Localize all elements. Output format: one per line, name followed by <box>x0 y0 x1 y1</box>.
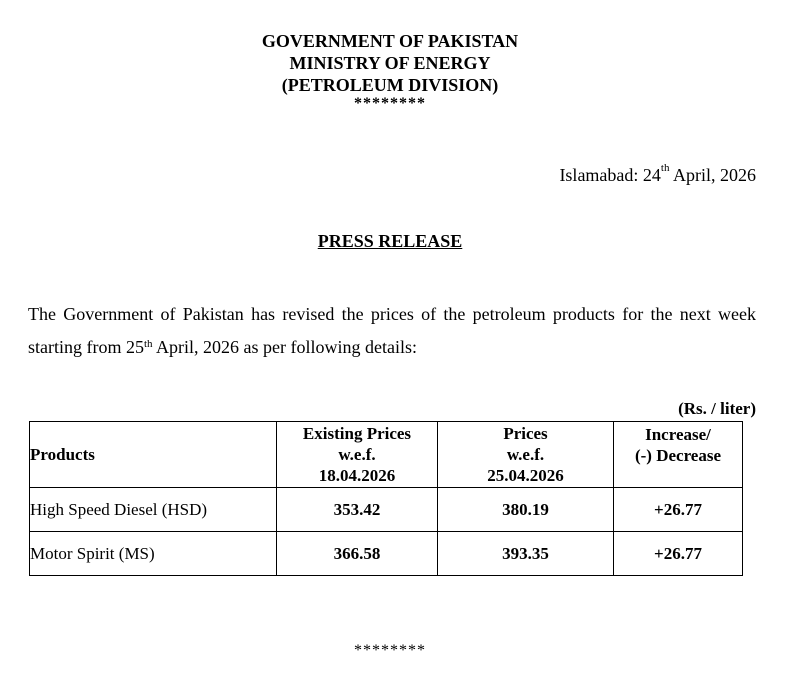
header-new-line3: 25.04.2026 <box>487 466 564 485</box>
intro-text-1: The Government of Pakistan has revised the prices of the petroleum products for the next week starting from 25 <box>28 304 756 357</box>
intro-paragraph <box>28 298 756 364</box>
price-change: +26.77 <box>614 488 743 532</box>
price-table <box>29 421 743 576</box>
table-header-row <box>30 422 743 488</box>
header-change-line2: (-) Decrease <box>634 446 722 465</box>
footer-stars: ******** <box>354 642 426 659</box>
date-month-year: April, 2026 <box>669 165 756 185</box>
price-unit-label: (Rs. / liter) <box>678 399 756 418</box>
product-name: High Speed Diesel (HSD) <box>30 488 277 532</box>
product-name: Motor Spirit (MS) <box>30 532 277 576</box>
intro-text-2: April, 2026 as per following details: <box>152 337 418 357</box>
govt-title: GOVERNMENT OF PAKISTAN <box>261 31 519 51</box>
header-existing-line2: w.e.f. <box>338 445 376 464</box>
header-existing-price <box>277 422 438 488</box>
header-products: Products <box>30 422 277 488</box>
price-change: +26.77 <box>614 532 743 576</box>
header-change <box>614 422 743 488</box>
header-new-price <box>438 422 614 488</box>
issue-date <box>559 162 756 186</box>
table-row <box>30 488 743 532</box>
division-title: (PETROLEUM DIVISION) <box>281 75 499 95</box>
new-price: 393.35 <box>438 532 614 576</box>
header-existing-line1: Existing Prices <box>302 424 412 443</box>
date-ordinal: th <box>660 162 670 174</box>
existing-price: 353.42 <box>277 488 438 532</box>
header-change-line1: Increase/ <box>645 425 711 444</box>
existing-price: 366.58 <box>277 532 438 576</box>
new-price: 380.19 <box>438 488 614 532</box>
press-release-title: PRESS RELEASE <box>317 231 463 251</box>
intro-ordinal: th <box>143 338 153 350</box>
header-existing-line3: 18.04.2026 <box>318 466 396 485</box>
header-new-line1: Prices <box>503 424 548 443</box>
date-place-day: Islamabad: 24 <box>559 165 661 185</box>
letterhead <box>0 30 780 112</box>
table-row <box>30 532 743 576</box>
header-new-line2: w.e.f. <box>506 445 545 464</box>
header-stars: ******** <box>354 95 426 112</box>
ministry-title: MINISTRY OF ENERGY <box>289 53 491 73</box>
